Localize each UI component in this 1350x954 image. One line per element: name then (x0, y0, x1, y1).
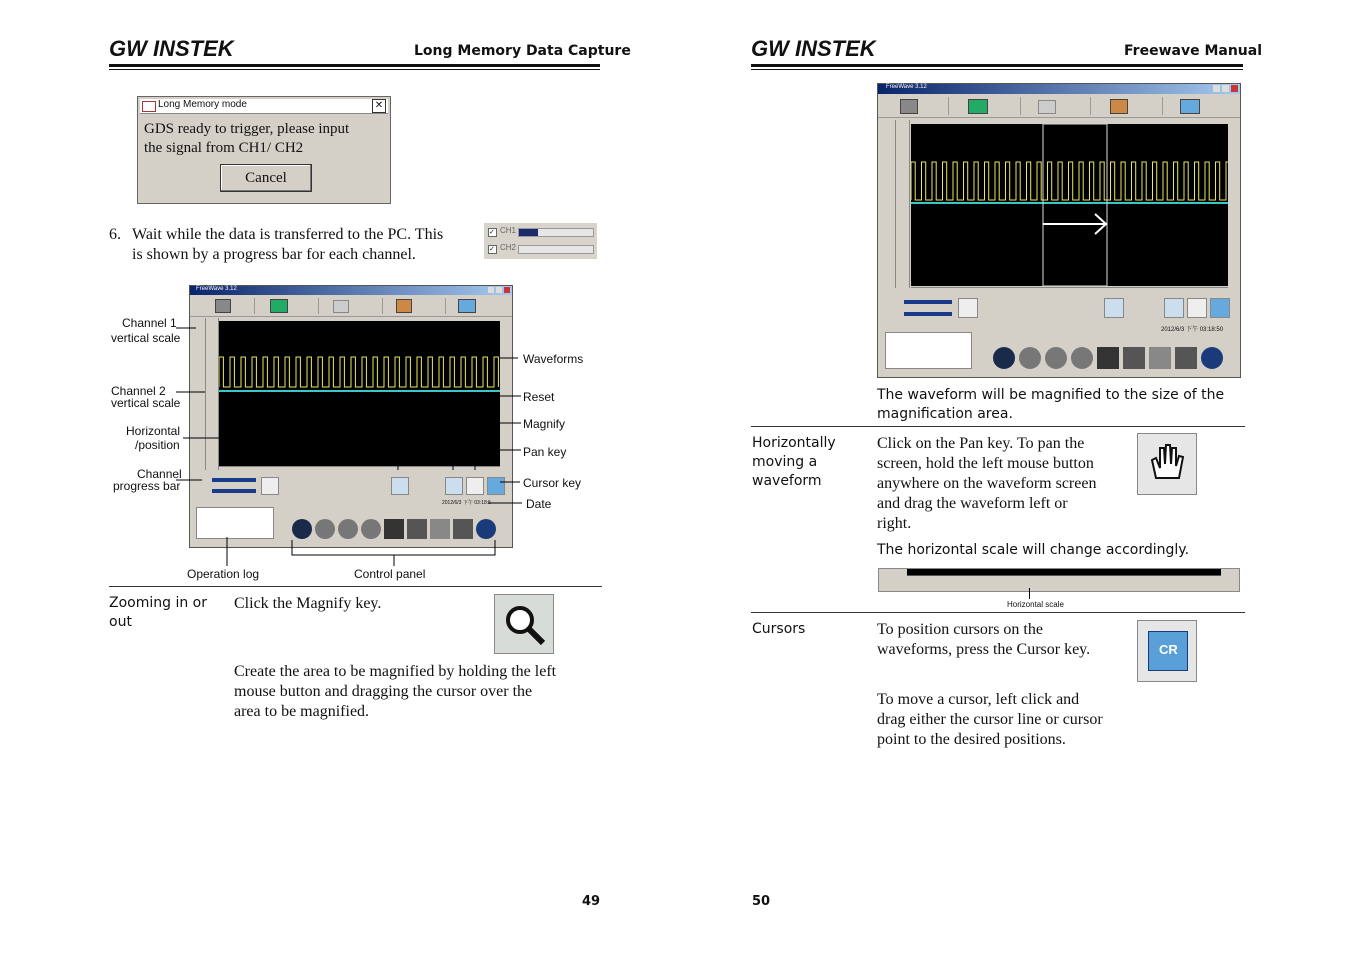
ch1-vertical-scale (881, 120, 896, 288)
stop-button[interactable] (1071, 347, 1093, 369)
dialog-message-line1: GDS ready to trigger, please input (144, 121, 350, 137)
date-text: 2012/6/3 下午 03:18:5 (442, 500, 491, 506)
ch1-checkbox[interactable]: ✓ (488, 228, 497, 237)
ch2-vertical-scale (895, 120, 910, 288)
print-button[interactable] (1149, 347, 1171, 369)
callout-horizontal-2: /position (135, 438, 180, 452)
cursor-icon[interactable] (1210, 298, 1230, 318)
cursor-icon-graphic (1148, 631, 1188, 671)
callout-horizontal-1: Horizontal (126, 424, 181, 438)
window-titlebar (878, 84, 1240, 94)
pan-text-3: anywhere on the waveform screen (877, 475, 1097, 492)
cursor-key-icon (1137, 620, 1197, 682)
magnify-icon[interactable] (1164, 298, 1184, 318)
screen-capture-icon[interactable] (1180, 99, 1200, 114)
ch1-progress-bar (904, 300, 952, 304)
close-icon[interactable] (1231, 85, 1238, 92)
ch1-waveform (911, 162, 1228, 200)
connect-icon[interactable] (900, 99, 918, 114)
brand-logo-right: GW INSTEK (751, 36, 876, 61)
callout-oplog: Operation log (187, 567, 260, 581)
window-title: FreeWave 3.12 (196, 286, 237, 292)
cursor-text2-1: To move a cursor, left click and (877, 691, 1080, 708)
ch2-label: CH2 (500, 243, 517, 252)
cancel-button[interactable]: Cancel (220, 164, 312, 192)
callout-waveforms: Waveforms (523, 352, 584, 366)
pan-text-1: Click on the Pan key. To pan the (877, 435, 1085, 452)
waveform-display[interactable] (911, 124, 1228, 286)
strip-ticks (907, 575, 1221, 576)
section-divider-pan (751, 426, 1245, 427)
horizontal-scale-strip (878, 568, 1240, 592)
control-panel (993, 347, 1233, 371)
reset-icon[interactable] (1104, 298, 1124, 318)
freewave-window-magnified (877, 83, 1241, 378)
callout-progress-2: progress bar (113, 479, 181, 493)
magnification-area (1043, 124, 1107, 286)
zoom-text2-3: area to be magnified. (234, 703, 370, 720)
cursor-text1-1: To position cursors on the (877, 621, 1043, 638)
cursor-text2-3: point to the desired positions. (877, 731, 1066, 748)
zoom-text2-2: mouse button and dragging the cursor over the (234, 683, 533, 700)
window-title: FreeWave 3.12 (886, 84, 927, 90)
pan-key-icon (1137, 433, 1197, 495)
cursor-text2-2: drag either the cursor line or cursor (877, 711, 1103, 728)
toolbar (878, 95, 1240, 118)
header-rule-right (751, 64, 1243, 67)
callout-ch2-scale-2: vertical scale (111, 396, 181, 410)
operation-log (885, 332, 972, 369)
header-rule-right-thin (751, 69, 1243, 70)
callout-magnify: Magnify (523, 417, 566, 431)
close-icon[interactable]: ✕ (372, 99, 386, 113)
record-button[interactable] (1045, 347, 1067, 369)
zoom-text1: Click the Magnify key. (234, 595, 382, 612)
section-divider (109, 586, 602, 587)
waveform-svg (911, 124, 1228, 286)
page-number-left: 49 (582, 894, 601, 909)
date-text: 2012/6/3 下午 03:18:50 (1161, 327, 1224, 333)
pan-text-2: screen, hold the left mouse button (877, 455, 1094, 472)
maximize-icon[interactable] (1222, 85, 1229, 92)
ch1-label: CH1 (500, 226, 517, 235)
cursor-text1-2: waveforms, press the Cursor key. (877, 641, 1091, 658)
memory-icon[interactable] (1110, 99, 1128, 114)
minimize-icon[interactable] (1213, 85, 1220, 92)
zoom-heading-2: out (109, 614, 132, 630)
horizontal-scale-label: Horizontal scale (1007, 600, 1064, 609)
dialog-message-line2: the signal from CH1/ CH2 (144, 140, 304, 156)
save-button[interactable] (1097, 347, 1119, 369)
ch2-progress-bar (904, 312, 952, 316)
play-button[interactable] (993, 347, 1015, 369)
page-number-right: 50 (752, 894, 771, 909)
magnify-key-icon (494, 594, 554, 654)
magnify-caption-1: The waveform will be magnified to the size of the (877, 387, 1225, 403)
fit-button[interactable] (1175, 347, 1197, 369)
connect-small-icon[interactable] (958, 298, 978, 318)
callout-pan: Pan key (523, 445, 567, 459)
pan-text-5: right. (877, 515, 912, 532)
callout-ch1-scale-1: Channel 1 (122, 316, 177, 330)
magnify-caption-2: magnification area. (877, 406, 1013, 422)
zoom-text2-1: Create the area to be magnified by holding the left (234, 663, 557, 680)
dialog-title: Long Memory mode (158, 99, 247, 110)
pan-heading-2: moving a (752, 454, 818, 470)
power-button[interactable] (1201, 347, 1223, 369)
section-divider-cursor (751, 612, 1245, 613)
brand-logo-left: GW INSTEK (109, 36, 234, 61)
page-header-title-left: Long Memory Data Capture (414, 43, 631, 59)
pan-heading-1: Horizontally (752, 435, 836, 451)
pan-icon[interactable] (1187, 298, 1207, 318)
pan-heading-3: waveform (752, 473, 822, 489)
step-text-line2: is shown by a progress bar for each channel. (132, 246, 416, 263)
callout-date: Date (526, 497, 552, 511)
page-header-title-right: Freewave Manual (1124, 43, 1262, 59)
scale-pointer-line (1029, 588, 1030, 599)
delete-button[interactable] (1123, 347, 1145, 369)
callout-cursor: Cursor key (523, 476, 582, 490)
pan-note: The horizontal scale will change accordingly. (877, 542, 1190, 558)
ch2-checkbox[interactable]: ✓ (488, 245, 497, 254)
callout-ch2-scale-1: Channel 2 (111, 384, 166, 398)
horizontal-scale (911, 287, 1228, 297)
cursor-icon-label: CR (1159, 642, 1178, 657)
callout-control: Control panel (354, 567, 426, 581)
callout-progress-1: Channel (137, 467, 182, 481)
cursor-heading: Cursors (752, 621, 806, 637)
zoom-heading-1: Zooming in or (109, 595, 207, 611)
pan-text-4: and drag the waveform left or (877, 495, 1068, 512)
pause-button[interactable] (1019, 347, 1041, 369)
step-text-line1: Wait while the data is transferred to the PC. This (132, 226, 444, 243)
callout-reset: Reset (523, 390, 555, 404)
monitor-icon[interactable] (968, 99, 988, 114)
waveform-settings-icon[interactable] (1038, 100, 1056, 114)
step-number: 6. (109, 226, 121, 243)
callout-ch1-scale-2: vertical scale (111, 331, 181, 345)
